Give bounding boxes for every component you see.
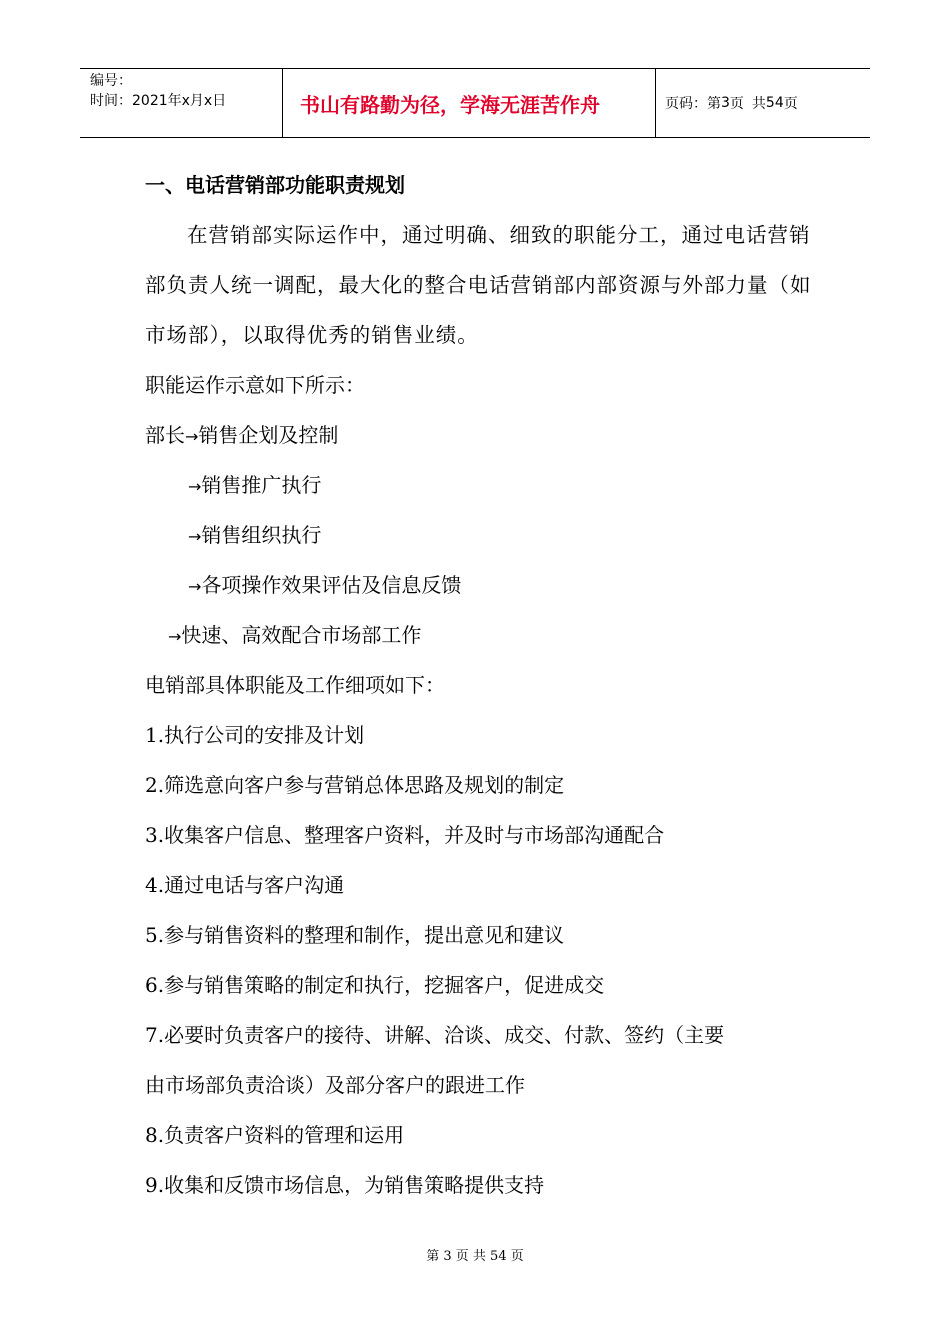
list-item: 8.负责客户资料的管理和运用	[145, 1123, 405, 1147]
flow-item: 销售企划及控制	[198, 423, 339, 447]
list-item: 7.必要时负责客户的接待、讲解、洽谈、成交、付款、签约（主要	[145, 1023, 725, 1047]
page-footer: 第 3 页 共 54 页	[426, 1249, 524, 1264]
header-meta	[80, 69, 282, 137]
doc-number-label: 编号：	[90, 73, 132, 89]
list-item: 4.通过电话与客户沟通	[145, 873, 345, 897]
diagram-title: 职能运作示意如下所示：	[145, 373, 365, 397]
list-item: 9.收集和反馈市场信息，为销售策略提供支持	[145, 1173, 545, 1197]
function-flow	[145, 410, 815, 660]
document-body	[145, 160, 815, 1210]
list-item: 1.执行公司的安排及计划	[145, 723, 365, 747]
flow-line	[145, 460, 815, 510]
intro-paragraph: 在营销部实际运作中，通过明确、细致的职能分工，通过电话营销部负责人统一调配，最大化的整合电话营销部内部资源与外部力量（如市场部），以取得优秀的销售业绩。	[145, 223, 812, 347]
flow-item: 销售推广执行	[201, 473, 322, 497]
page-prefix: 页码：第	[665, 96, 721, 112]
arrow-icon: →	[185, 427, 199, 446]
list-title: 电销部具体职能及工作细项如下：	[145, 673, 445, 697]
page-number: 3	[721, 95, 730, 111]
flow-line	[145, 560, 815, 610]
page-mid: 页	[729, 96, 744, 112]
flow-item: 快速、高效配合市场部工作	[181, 623, 422, 647]
flow-line	[145, 410, 815, 460]
flow-line	[145, 610, 815, 660]
arrow-icon: →	[188, 477, 202, 496]
section-heading: 一、电话营销部功能职责规划	[145, 173, 405, 197]
header-motto: 书山有路勤为径，学海无涯苦作舟	[282, 69, 656, 137]
header-table	[80, 68, 870, 138]
page-total-prefix: 共	[751, 96, 766, 112]
page-suffix: 页	[783, 96, 798, 112]
header-page-info	[656, 69, 870, 137]
list-item: 5.参与销售资料的整理和制作，提出意见和建议	[145, 923, 565, 947]
list-item: 3.收集客户信息、整理客户资料，并及时与市场部沟通配合	[145, 823, 665, 847]
arrow-icon: →	[188, 527, 202, 546]
list-item-continued: 由市场部负责洽谈）及部分客户的跟进工作	[145, 1073, 525, 1097]
flow-line	[145, 510, 815, 560]
page-total: 54	[765, 95, 784, 111]
doc-time-label: 时间：2021年x月x日	[90, 93, 227, 109]
arrow-icon: →	[168, 627, 182, 646]
list-item: 2.筛选意向客户参与营销总体思路及规划的制定	[145, 773, 565, 797]
arrow-icon: →	[188, 577, 202, 596]
flow-item: 各项操作效果评估及信息反馈	[201, 573, 462, 597]
duty-list	[145, 710, 815, 1210]
flow-item: 销售组织执行	[201, 523, 322, 547]
flow-root: 部长	[145, 423, 185, 447]
list-item: 6.参与销售策略的制定和执行，挖掘客户，促进成交	[145, 973, 605, 997]
